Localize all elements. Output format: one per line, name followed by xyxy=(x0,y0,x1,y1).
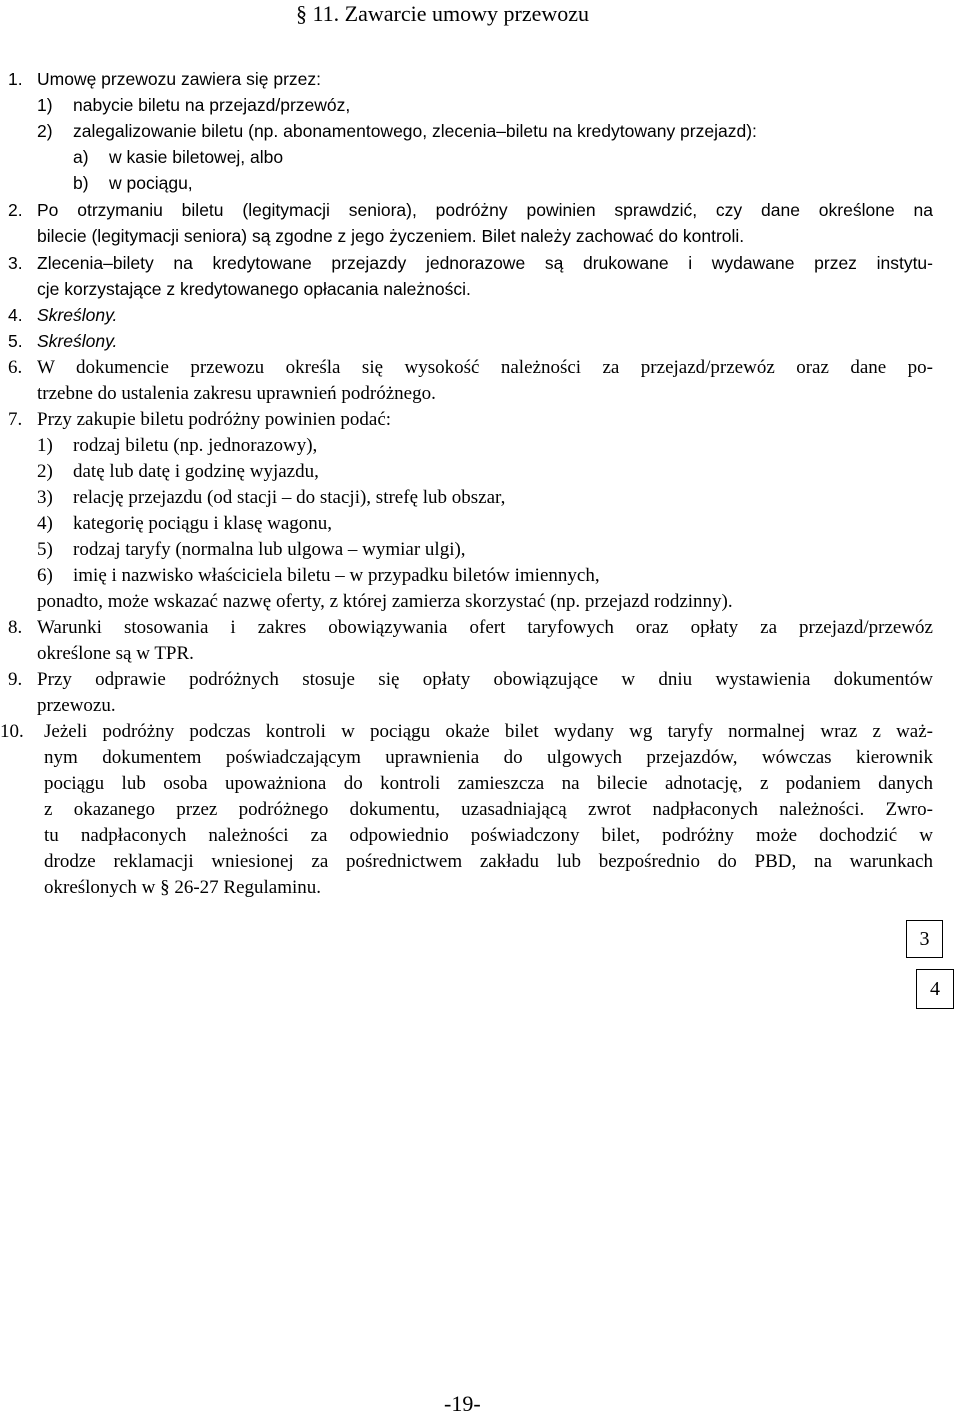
item-1-sub-1-number: 1) xyxy=(37,95,53,115)
item-1-sub-a-number: a) xyxy=(73,147,89,167)
item-1-sub-1-text: nabycie biletu na przejazd/przewóz, xyxy=(73,95,351,115)
item-7-sub-1-number: 1) xyxy=(37,435,53,456)
item-10-line-2: nym dokumentem poświadczającym uprawnienia do ulgowych przejazdów, wówczas kierownik xyxy=(44,747,933,768)
boxed-number-3: 3 xyxy=(906,920,943,958)
item-7-number: 7. xyxy=(8,409,23,430)
item-7-sub-2-number: 2) xyxy=(37,461,53,482)
item-1-sub-a-text: w kasie biletowej, albo xyxy=(109,147,284,167)
item-9-number: 9. xyxy=(8,669,23,690)
item-8-line-2: określone są w TPR. xyxy=(37,643,194,664)
item-1-text: Umowę przewozu zawiera się przez: xyxy=(37,69,321,89)
item-1-sub-b-number: b) xyxy=(73,173,89,193)
item-5-text: Skreślony. xyxy=(37,331,118,351)
item-9-line-1: Przy odprawie podróżnych stosuje się opłaty obowiązujące w dniu wystawienia dokumentów xyxy=(37,669,933,690)
item-4-text: Skreślony. xyxy=(37,305,118,325)
item-10-line-5: tu nadpłaconych należności za odpowiednio poświadczony bilet, podróżny może dochodzić w xyxy=(44,825,933,846)
item-7-sub-2-text: datę lub datę i godzinę wyjazdu, xyxy=(73,461,319,482)
item-7-sub-4-text: kategorię pociągu i klasę wagonu, xyxy=(73,513,333,534)
item-5-number: 5. xyxy=(8,331,23,351)
item-6-line-2: trzebne do ustalenia zakresu uprawnień podróżnego. xyxy=(37,383,436,404)
item-1-number: 1. xyxy=(8,69,23,89)
item-2-number: 2. xyxy=(8,200,23,220)
section-heading: § 11. Zawarcie umowy przewozu xyxy=(296,1,590,26)
item-6-number: 6. xyxy=(8,357,23,378)
item-8-number: 8. xyxy=(8,617,23,638)
item-6-line-1: W dokumencie przewozu określa się wysokość należności za przejazd/przewóz oraz dane po- xyxy=(37,357,933,378)
item-7-sub-5-number: 5) xyxy=(37,539,53,560)
item-7-sub-6-number: 6) xyxy=(37,565,53,586)
item-10-line-7: określonych w § 26-27 Regulaminu. xyxy=(44,877,322,898)
item-10-line-3: pociągu lub osoba upoważniona do kontroli zamieszcza na bilecie adnotację, z podaniem danych xyxy=(44,773,933,794)
item-7-sub-1-text: rodzaj biletu (np. jednorazowy), xyxy=(73,435,318,456)
boxed-number-4: 4 xyxy=(916,969,954,1009)
item-7-sub-4-number: 4) xyxy=(37,513,53,534)
item-10-line-4: z okazanego przez podróżnego dokumentu, uzasadniającą zwrot nadpłaconych należności. Zwro- xyxy=(44,799,933,820)
item-4-number: 4. xyxy=(8,305,23,325)
item-2-line-1: Po otrzymaniu biletu (legitymacji seniora), podróżny powinien sprawdzić, czy dane określone na xyxy=(37,200,933,220)
item-10-line-1: Jeżeli podróżny podczas kontroli w pociągu okaże bilet wydany wg taryfy normalnej wraz z waż- xyxy=(44,721,933,742)
item-3-number: 3. xyxy=(8,253,23,273)
item-1-sub-2-text: zalegalizowanie biletu (np. abonamentowego, zlecenia–biletu na kredytowany przejazd): xyxy=(73,121,757,141)
item-7-sub-6-text: imię i nazwisko właściciela biletu – w przypadku biletów imiennych, xyxy=(73,565,600,586)
item-1-sub-2-number: 2) xyxy=(37,121,53,141)
item-7-sub-3-number: 3) xyxy=(37,487,53,508)
item-7-sub-3-text: relację przejazdu (od stacji – do stacji), strefę lub obszar, xyxy=(73,487,506,508)
item-8-line-1: Warunki stosowania i zakres obowiązywania ofert taryfowych oraz opłaty za przejazd/przewóz xyxy=(37,617,933,638)
item-7-text: Przy zakupie biletu podróżny powinien podać: xyxy=(37,409,392,430)
item-9-line-2: przewozu. xyxy=(37,695,116,716)
item-10-number: 10. xyxy=(0,721,24,742)
item-7-tail: ponadto, może wskazać nazwę oferty, z której zamierza skorzystać (np. przejazd rodzinny). xyxy=(37,591,733,612)
page-number: -19- xyxy=(444,1391,481,1416)
item-7-sub-5-text: rodzaj taryfy (normalna lub ulgowa – wymiar ulgi), xyxy=(73,539,466,560)
item-1-sub-b-text: w pociągu, xyxy=(109,173,193,193)
item-2-line-2: bilecie (legitymacji seniora) są zgodne z jego życzeniem. Bilet należy zachować do kontroli. xyxy=(37,226,745,246)
item-10-line-6: drodze reklamacji wniesionej za pośrednictwem zakładu lub bezpośrednio do PBD, na warunkach xyxy=(44,851,933,872)
item-3-line-1: Zlecenia–bilety na kredytowane przejazdy jednorazowe są drukowane i wydawane przez instytu- xyxy=(37,253,933,273)
item-3-line-2: cje korzystające z kredytowanego opłacania należności. xyxy=(37,279,471,299)
